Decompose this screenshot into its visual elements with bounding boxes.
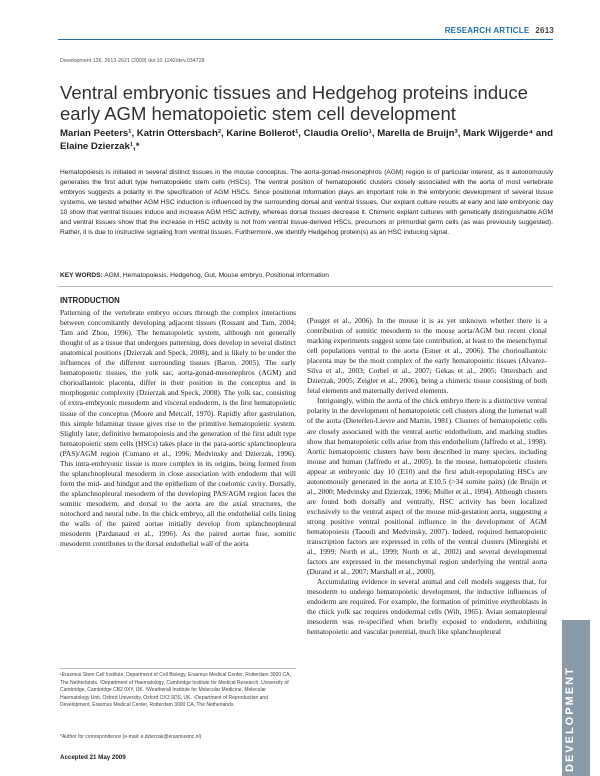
section-divider: [58, 286, 553, 287]
body-paragraph: Accumulating evidence in several animal and cell models suggests that, for mesoderm to undergo hematopoietic development, the inductive influences of endoderm are required. For example, the formation of primitive erythroblasts in the chick yolk sac requires endodermal cells (Wilt, 1965). Avian somatopleural mesoderm was re-specified when briefly exposed to endoderm, exhibiting hematopoietic and vascular potential, much like splanchnopleural: [307, 577, 547, 637]
keywords: [60, 272, 553, 279]
abstract: Hematopoiesis is initiated in several distinct tissues in the mouse conceptus. The aorta-gonad-mesonephros (AGM) region is of particular interest, as it autonomously generates the first adult type hematopoietic stem cells (HSCs). The ventral position of hematopoietic clusters closely associated with the aorta of most vertebrate embryos suggests a polarity in the specification of AGM HSCs. Since positional information plays an important role in the embryonic development of several tissue systems, we tested whether AGM HSC induction is influenced by the surrounding dorsal and ventral tissues. Our explant culture results at early and late embryonic day 10 show that ventral tissues induce and increase AGM HSC activity, whereas dorsal tissues decrease it. Chimeric explant cultures with genetically distinguishable AGM and ventral tissues show that the increase in HSC activity is not from ventral tissue-derived HSCs, precursors or primordial germ cells (as was previously suggested). Rather, it is due to instructive signaling from ventral tissues. Furthermore, we identify Hedgehog protein(s) as an HSC inducing signal.: [60, 169, 553, 236]
body-column-left: [60, 296, 296, 549]
citation: Development 136, 2613-2621 (2009) doi:10.1242/dev.034728: [60, 58, 205, 64]
header-rule: [58, 39, 553, 40]
body-paragraph: Patterning of the vertebrate embryo occurs through the complex interactions between concomitantly developing adjacent tissues (Rossant and Tam, 2004; Tam and Zhou, 1996). The hematopoietic system, although not generally thought of as a tissue that undergoes patterning, does develop in several distinct anatomical positions (Dzierzak and Speck, 2008), and is likely to be under the influences of the different surrounding tissues (Baron, 2005). The early hematopoietic tissues, the yolk sac, aorta-gonad-mesonephros (AGM) and chorioallantoic placenta, differ in their position in the conceptus and in morphogenic complexity (Dzierzak and Speck, 2008). The yolk sac, consisting of extra-embryonic mesoderm and visceral endoderm, is the first hematopoietic tissue of the conceptus (Moore and Metcalf, 1970). Rapidly after gastrulation, this simple bilaminar tissue gives rise to the primitive hematopoietic system. Slightly later, definitive hematopoiesis and the generation of the first adult type hematopoietic stem cells (HSCs) takes place in the para-aortic splanchnopleura (PAS)/AGM region (Cumano et al., 1996; Medvinsky and Dzierzak, 1996). This intra-embryonic tissue is more complex in its origins, being formed from the splanchnopleural mesoderm in close association with endoderm that will form the mid- and hindgut and the epithelium of the coelomic cavity. Dorsally, the splanchnopleural mesoderm of the developing PAS/AGM region faces the somitic mesoderm, and dorsal to the aorta are the axial structures, the notochord and neural tube. In the chick embryo, all the endothelial cells lining the walls of the paired aortae initially develop from splanchnopleural mesoderm (Pardanaud et al., 1996). As the paired aortae fuse, somitic mesoderm contributes to the dorsal endothelial wall of the aorta: [60, 308, 296, 549]
accepted-date: Accepted 21 May 2009: [60, 754, 126, 761]
article-title: Ventral embryonic tissues and Hedgehog proteins induce early AGM hematopoietic stem cell development: [60, 82, 528, 124]
correspondence-note: *Author for correspondence (e-mail: e.dzierzak@erasmusmc.nl): [60, 734, 202, 740]
footnote-rule: [60, 668, 296, 669]
author-list: Marian Peeters¹, Katrin Ottersbach², Karine Bollerot¹, Claudia Orelio¹, Marella de Bruijn³, Mark Wijgerde⁴ and Elaine Dzierzak¹,*: [60, 128, 553, 152]
journal-side-label: DEVELOPMENT: [564, 666, 576, 772]
keywords-text: AGM, Hematopoiesis, Hedgehog, Gut, Mouse embryo, Positional information: [104, 272, 329, 279]
keywords-label: KEY WORDS:: [60, 272, 103, 279]
affiliations-text: ¹Erasmus Stem Cell Institute, Department of Cell Biology, Erasmus Medical Center, Rotterdam 3000 CA, The Netherlands. ²Department of Haematology, Cambridge Institute for Medical Research, University of Cambridge, Cambridge CB2 0XY, UK. ³Weatherall Institute for Molecular Medicine, Molecular Haematology Unit, Oxford University, Oxford OX3 9DS, UK. ⁴Department of Reproduction and Development, Erasmus Medical Center, Rotterdam 3000 CA, The Netherlands.: [60, 672, 291, 709]
body-column-right: [307, 316, 547, 638]
section-label: RESEARCH ARTICLE: [444, 26, 530, 35]
body-paragraph: Intriguingly, within the aorta of the chick embryo there is a distinctive ventral polarity in the development of hematopoietic cell clusters along the lumenal wall of the aorta (Dieterlen-Lievre and Martin, 1981). Clusters of hematopoietic cells are closely associated with the ventral aortic endothelium, and marking studies show that hematopoietic cells arise from this endothelium (Jaffredo et al., 1998). Aortic hematopoietic clusters have been described in many species, including mouse and human (Jaffredo et al., 2005). In the mouse, hematopoietic clusters appear at embryonic day 10 (E10) and the first adult-repopulating HSCs are autonomously generated in the aorta at E10.5 (>34 somite pairs) (de Bruijn et al., 2000; Medvinsky and Dzierzak, 1996; Muller et al., 1994). Although clusters are found both dorsally and ventrally, HSC activity has been localized exclusively to the ventral aspect of the mouse mid-gestation aorta, suggesting a strong positive ventral positional influence in the development of AGM hematopoiesis (Taoudi and Medvinsky, 2007). Indeed, required hematopoietic transcription factors are expressed in cells of the ventral clusters (Minegishi et al., 1999; North et al., 1999; North et al., 2002) and several developmental factors are expressed in the mesenchymal region underlying the ventral aorta (Durand et al., 2007; Marshall et al., 2000).: [307, 396, 547, 577]
affiliations-footnote: [60, 672, 296, 710]
body-paragraph: (Pouget et al., 2006). In the mouse it is as yet unknown whether there is a contribution of somitic mesoderm to the mouse aorta/AGM but recent clonal marking experiments suggest some late contribution, at least to the mesenchymal cell populations ventral to the aorta (Esner et al., 2006). The chorioallantoic placenta may be the most complex of the early hematopoietic tissues (Alvarez-Silva et al., 2003; Corbel et al., 2007; Gekas et al., 2005; Ottersbach and Dzierzak, 2005; Zeigler et al., 2006), being a chimeric tissue consisting of both fetal elements and maternally derived elements.: [307, 316, 547, 396]
running-header: [445, 26, 554, 35]
section-heading: INTRODUCTION: [60, 296, 120, 305]
page-number: 2613: [535, 26, 554, 35]
